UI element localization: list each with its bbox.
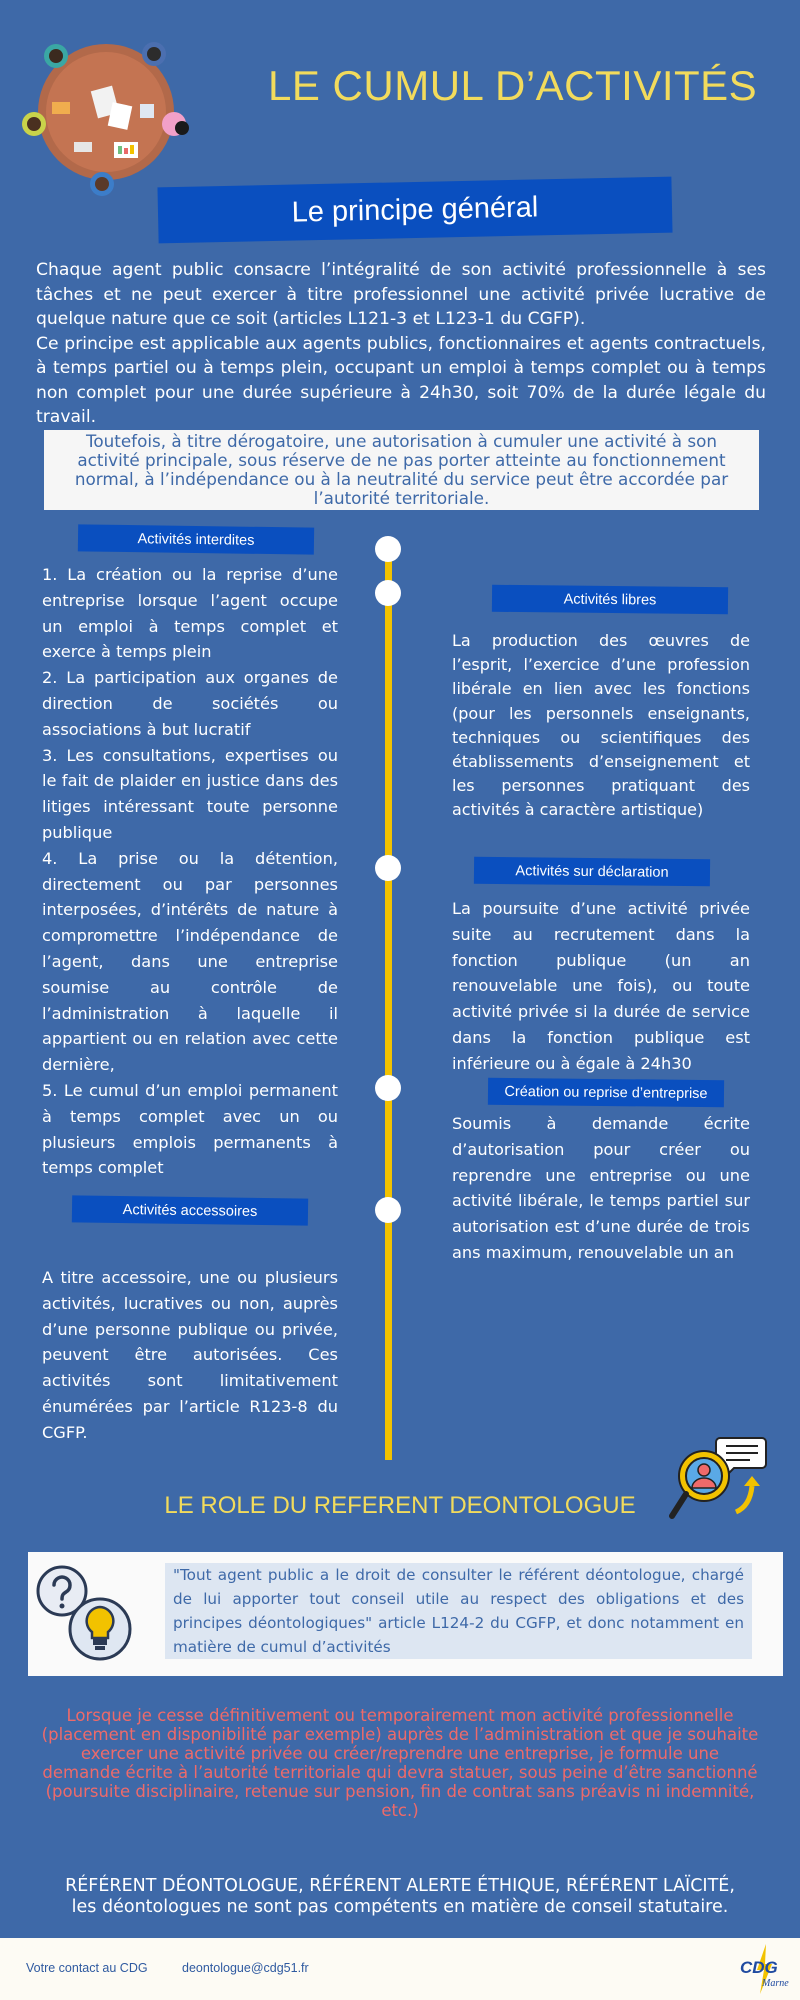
list-item: 5. Le cumul d’un emploi permanent à temps complet avec un ou plusieurs emplois permanents à temps complet: [42, 1080, 338, 1178]
tag-activites-libres: [492, 585, 728, 614]
list-item: 1. La création ou la reprise d’une entreprise lorsque l’agent occupe un emploi à temps complet et exerce à temps plein: [42, 565, 338, 662]
logo-text: CDG: [740, 1958, 778, 1977]
intro-paragraph-1: Chaque agent public consacre l’intégralité de son activité professionnelle à ses tâches et ne peut exercer à titre professionnel une activité privée lucrative de quelque nature que ce soit (articles L121-3 et L123-1 du CGFP).: [36, 260, 766, 329]
interdites-list: [42, 562, 338, 1181]
question-lightbulb-icon: [36, 1563, 136, 1663]
tag-activites-interdites: [78, 524, 314, 554]
cdg-logo: [736, 1944, 794, 1996]
tag-activites-accessoires: [72, 1195, 308, 1225]
timeline-dot: [375, 855, 401, 881]
list-item: 4. La prise ou la détention, directement ou par personnes interposées, d’intérêts de nature à compromettre l’indépendance de l’agent, dans une entreprise soumise au contrôle de l’administration à laquelle il appartient ou en relation avec cette dernière,: [42, 848, 338, 1075]
referents-line-1: RÉFÉRENT DÉONTOLOGUE, RÉFÉRENT ALERTE ÉTHIQUE, RÉFÉRENT LAÏCITÉ,: [65, 1876, 735, 1896]
referents-notice: [0, 1876, 800, 1918]
creation-text: Soumis à demande écrite d’autorisation pour créer ou reprendre une entreprise ou une activité libérale, le temps partiel sur autorisation est d’une durée de trois ans maximum, renouvelable un an: [452, 1114, 750, 1262]
timeline-dot: [375, 1075, 401, 1101]
accessoires-text: A titre accessoire, une ou plusieurs activités, lucratives ou non, auprès d’une personne publique ou privée, peuvent être autorisées. Ces activités sont limitativement énumérées par l’article R123-8 du CGFP.: [42, 1268, 338, 1442]
warning-text: Lorsque je cesse définitivement ou temporairement mon activité professionnelle (placement en disponibilité par exemple) auprès de l’administration et que je souhaite exercer une activité privée ou créer/reprendre une entreprise, je formule une demande écrite à l’autorité territoriale qui devra statuer, sous peine d’être sanctionné (poursuite disciplinaire, retenue sur pension, fin de contrat sans préavis ni indemnité, etc.): [41, 1706, 759, 1820]
contact-email-link[interactable]: deontologue@cdg51.fr: [182, 1961, 309, 1975]
timeline-dot: [375, 580, 401, 606]
referents-line-2: les déontologues ne sont pas compétents en matière de conseil statutaire.: [71, 1897, 729, 1917]
declaration-text: La poursuite d’une activité privée suite au recrutement dans la fonction publique (un an renouvelable une fois), ou toute activité privée si la durée de service dans la fonction publique est inférieure ou à égale à 24h30: [452, 899, 750, 1073]
tag-creation-entreprise: [488, 1078, 724, 1107]
tag-label: Activités interdites: [137, 530, 255, 549]
meeting-table-illustration: [14, 24, 194, 199]
timeline-line: [385, 548, 392, 1460]
contact-label: Votre contact au CDG: [26, 1961, 148, 1975]
section-banner-label: Le principe général: [291, 190, 539, 229]
intro-paragraph-2: Ce principe est applicable aux agents publics, fonctionnaires et agents contractuels, à temps partiel ou à temps plein, occupant un emploi à temps complet ou à temps non complet pour une durée supérieure à 24h30, soit 70% de la durée légale du travail.: [36, 333, 766, 427]
list-item: 3. Les consultations, expertises ou le fait de plaider en justice dans des litiges intéressant toute personne publique: [42, 745, 338, 842]
tag-activites-declaration: [474, 857, 710, 886]
role-title: LE ROLE DU REFERENT DEONTOLOGUE: [164, 1492, 636, 1519]
derogation-callout: Toutefois, à titre dérogatoire, une autorisation à cumuler une activité à son activité principale, sous réserve de ne pas porter atteinte au fonctionnement normal, à l’indépendance ou à la neutralité du service peut être accordée par l’autorité territoriale.: [44, 430, 759, 510]
libres-text: La production des œuvres de l’esprit, l’exercice d’une profession libérale en lien avec les fonctions (pour les personnels enseignants, techniques ou scientifiques des établissements d’enseignement et les personnes pratiquant des activités à caractère artistique): [452, 631, 750, 820]
timeline-dot: [375, 536, 401, 562]
role-quote: "Tout agent public a le droit de consulter le référent déontologue, chargé de lui apporter tout conseil utile au respect des obligations et des principes déontologiques" article L124-2 du CGFP, et donc notamment en matière de cumul d’activités: [165, 1563, 752, 1659]
section-banner-principe: [157, 177, 672, 244]
timeline-dot: [375, 1197, 401, 1223]
page-title: LE CUMUL D’ACTIVITÉS: [268, 62, 758, 109]
list-item: 2. La participation aux organes de direction de sociétés ou associations à but lucratif: [42, 668, 338, 739]
tag-label: Création ou reprise d’entreprise: [504, 1083, 708, 1102]
intro-text: [36, 258, 766, 430]
tag-label: Activités libres: [563, 591, 657, 608]
logo-subtext: Marne: [762, 1978, 789, 1989]
tag-label: Activités accessoires: [122, 1201, 258, 1220]
tag-label: Activités sur déclaration: [515, 862, 669, 881]
